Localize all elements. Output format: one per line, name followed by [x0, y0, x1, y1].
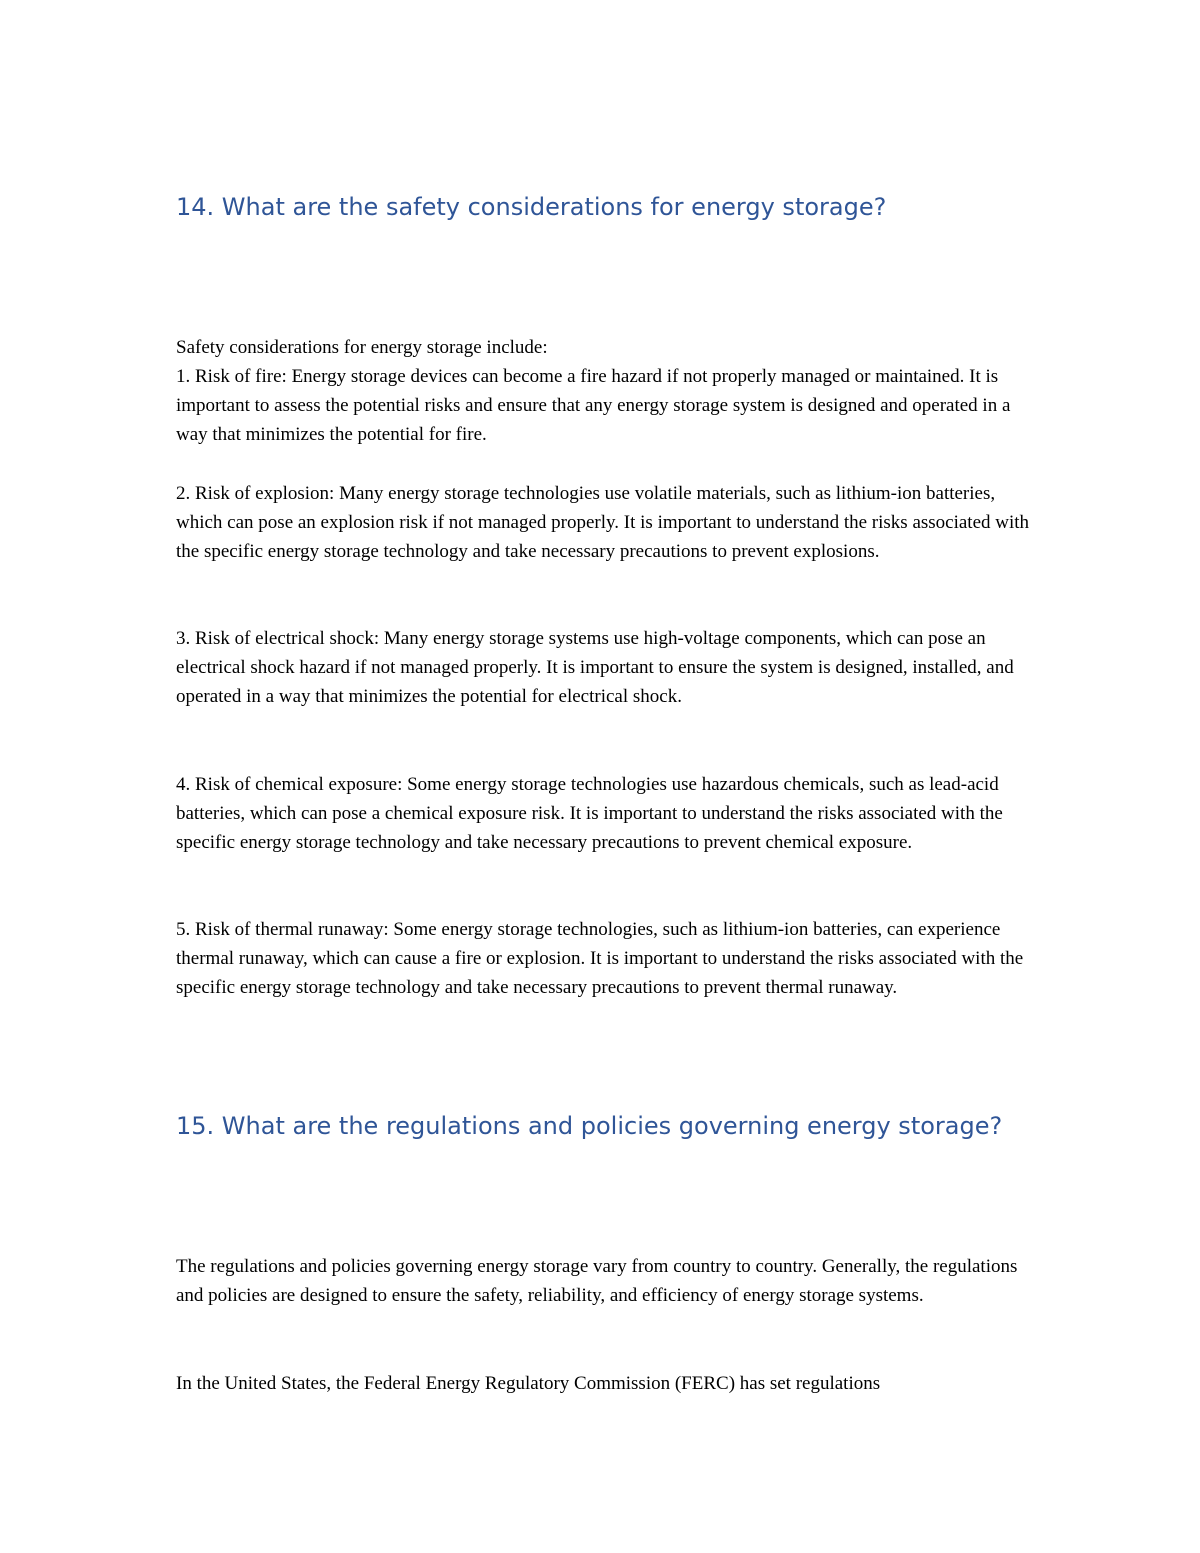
section-15-paragraph-1-block	[176, 1252, 1036, 1310]
safety-item-thermal-block	[176, 915, 1036, 1002]
safety-item-explosion-block	[176, 479, 1036, 566]
section-14-intro-block	[176, 333, 1036, 449]
safety-item-chemical-block	[176, 770, 1036, 857]
safety-item-thermal-runaway: 5. Risk of thermal runaway: Some energy storage technologies, such as lithium-ion batteries, can experience thermal runaway, which can cause a fire or explosion. It is important to understand the risks associated with the specific energy storage technology and take necessary precautions to prevent thermal runaway.	[176, 919, 1024, 998]
section-15-heading: 15. What are the regulations and policies governing energy storage?	[176, 1112, 1003, 1140]
section-15-paragraph-2-block	[176, 1369, 1036, 1398]
safety-item-fire: 1. Risk of fire: Energy storage devices can become a fire hazard if not properly managed or maintained. It is important to assess the potential risks and ensure that any energy storage system is designed and operated in a way that minimizes the potential for fire.	[176, 366, 1011, 445]
safety-item-electrical-block	[176, 624, 1036, 711]
section-14-intro: Safety considerations for energy storage include:	[176, 337, 548, 358]
safety-item-chemical-exposure: 4. Risk of chemical exposure: Some energy storage technologies use hazardous chemicals, such as lead-acid batteries, which can pose a chemical exposure risk. It is important to understand the risks associated with the specific energy storage technology and take necessary precautions to prevent chemical exposure.	[176, 774, 1003, 853]
safety-item-electrical-shock: 3. Risk of electrical shock: Many energy storage systems use high-voltage components, which can pose an electrical shock hazard if not managed properly. It is important to ensure the system is designed, installed, and operated in a way that minimizes the potential for electrical shock.	[176, 628, 1014, 707]
section-15-paragraph-2: In the United States, the Federal Energy Regulatory Commission (FERC) has set regulations	[176, 1373, 881, 1394]
section-14-heading: 14. What are the safety considerations for energy storage?	[176, 193, 887, 221]
safety-item-explosion: 2. Risk of explosion: Many energy storage technologies use volatile materials, such as lithium-ion batteries, which can pose an explosion risk if not managed properly. It is important to understand the risks associated with the specific energy storage technology and take necessary precautions to prevent explosions.	[176, 483, 1030, 562]
section-15-paragraph-1: The regulations and policies governing energy storage vary from country to country. Generally, the regulations and policies are designed to ensure the safety, reliability, and efficiency of energy storage systems.	[176, 1256, 1018, 1306]
